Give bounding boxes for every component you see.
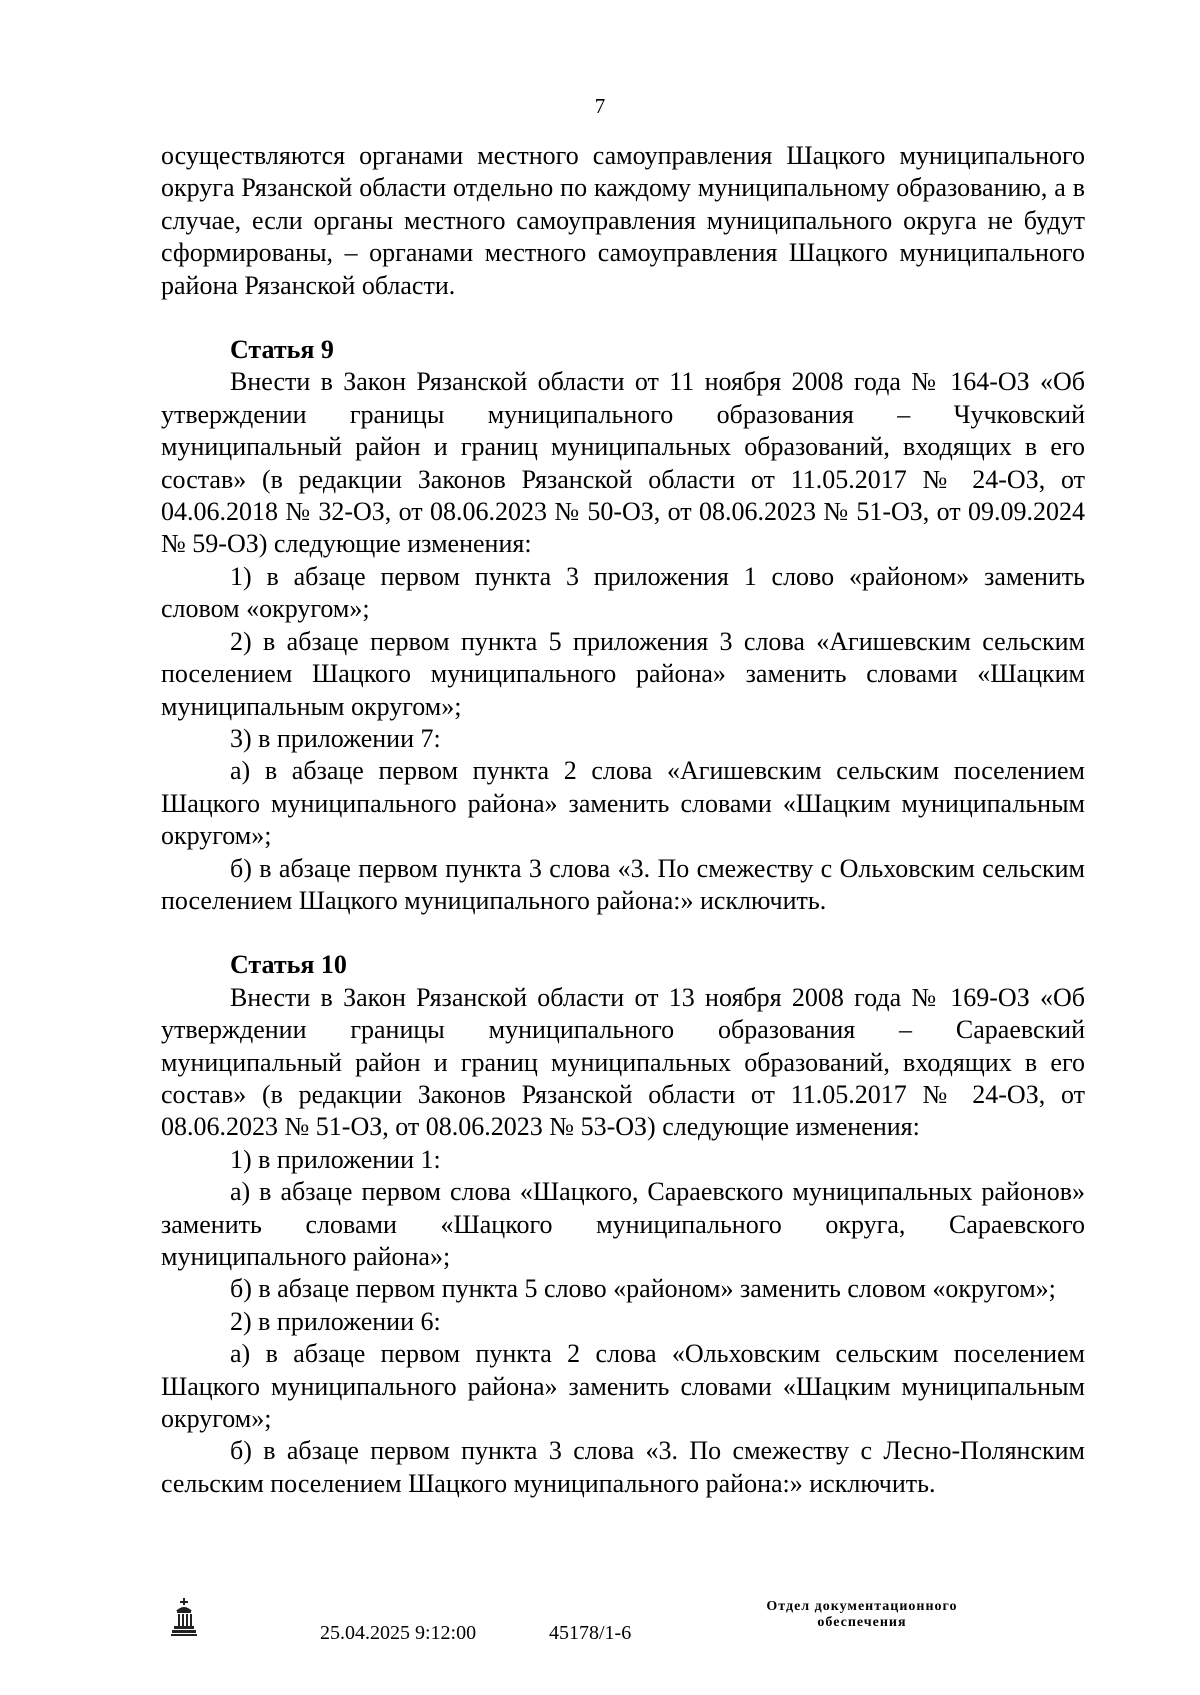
article-9 xyxy=(161,334,1085,917)
article-heading: Статья 10 xyxy=(230,950,347,980)
footer-reg-number: 45178/1-6 xyxy=(549,1622,632,1644)
coat-of-arms-icon xyxy=(171,1598,197,1638)
article-paragraph: а) в абзаце первом пункта 2 слова «Ольховским сельским поселением Шацкого муниципального района» заменить словами «Шацким муниципальным округом»; xyxy=(161,1339,1085,1434)
continuation-paragraph: осуществляются органами местного самоуправления Шацкого муниципального округа Рязанской области отдельно по каждому муниципальному образованию, а в случае, если органы местного самоуправления муниципального округа не будут сформированы, – органами местного самоуправления Шацкого муниципального района Рязанской области. xyxy=(161,141,1085,300)
article-paragraph: Внести в Закон Рязанской области от 13 ноября 2008 года № 169-ОЗ «Об утверждении границы муниципального образования – Сараевский муниципальный район и границ муниципальных образований, входящих в его состав» (в редакции Законов Рязанской области от 11.05.2017 № 24-ОЗ, от 08.06.2023 № 51-ОЗ, от 08.06.2023 № 53-ОЗ) следующие изменения: xyxy=(161,982,1085,1142)
article-paragraph: а) в абзаце первом слова «Шацкого, Сараевского муниципальных районов» заменить словами «Шацкого муниципального округа, Сараевского муниципального района»; xyxy=(161,1177,1085,1271)
article-paragraph: 2) в приложении 6: xyxy=(230,1306,441,1336)
article-paragraph: 3) в приложении 7: xyxy=(230,723,441,753)
article-heading: Статья 9 xyxy=(230,335,334,365)
footer-datetime: 25.04.2025 9:12:00 xyxy=(320,1622,477,1644)
article-paragraph: б) в абзаце первом пункта 5 слово «районом» заменить словом «округом»; xyxy=(230,1274,1056,1304)
article-paragraph: 1) в приложении 1: xyxy=(230,1144,441,1174)
article-paragraph: а) в абзаце первом пункта 2 слова «Агишевским сельским поселением Шацкого муниципального района» заменить словами «Шацким муниципальным округом»; xyxy=(161,756,1085,851)
department-line: Отдел документационного xyxy=(766,1599,958,1614)
department-line: обеспечения xyxy=(817,1615,907,1630)
article-paragraph: б) в абзаце первом пункта 3 слова «3. По смежеству с Лесно-Полянским сельским поселением Шацкого муниципального района:» исключить. xyxy=(161,1436,1085,1498)
document-body xyxy=(161,140,1085,1500)
page-number: 7 xyxy=(594,94,606,118)
article-10 xyxy=(161,949,1085,1500)
article-paragraph: 1) в абзаце первом пункта 3 приложения 1 слово «районом» заменить словом «округом»; xyxy=(161,561,1085,624)
article-paragraph: 2) в абзаце первом пункта 5 приложения 3 слова «Агишевским сельским поселением Шацкого муниципального района» заменить словами «Шацким муниципальным округом»; xyxy=(161,626,1085,721)
footer-department-stamp xyxy=(712,1599,1012,1631)
article-paragraph: Внести в Закон Рязанской области от 11 ноября 2008 года № 164-ОЗ «Об утверждении границы муниципального образования – Чучковский муниципальный район и границ муниципальных образований, входящих в его состав» (в редакции Законов Рязанской области от 11.05.2017 № 24-ОЗ, от 04.06.2018 № 32-ОЗ, от 08.06.2023 № 50-ОЗ, от 08.06.2023 № 51-ОЗ, от 09.09.2024 № 59-ОЗ) следующие изменения: xyxy=(161,367,1085,559)
article-paragraph: б) в абзаце первом пункта 3 слова «3. По смежеству с Ольховским сельским поселением Шацкого муниципального района:» исключить. xyxy=(161,853,1085,915)
